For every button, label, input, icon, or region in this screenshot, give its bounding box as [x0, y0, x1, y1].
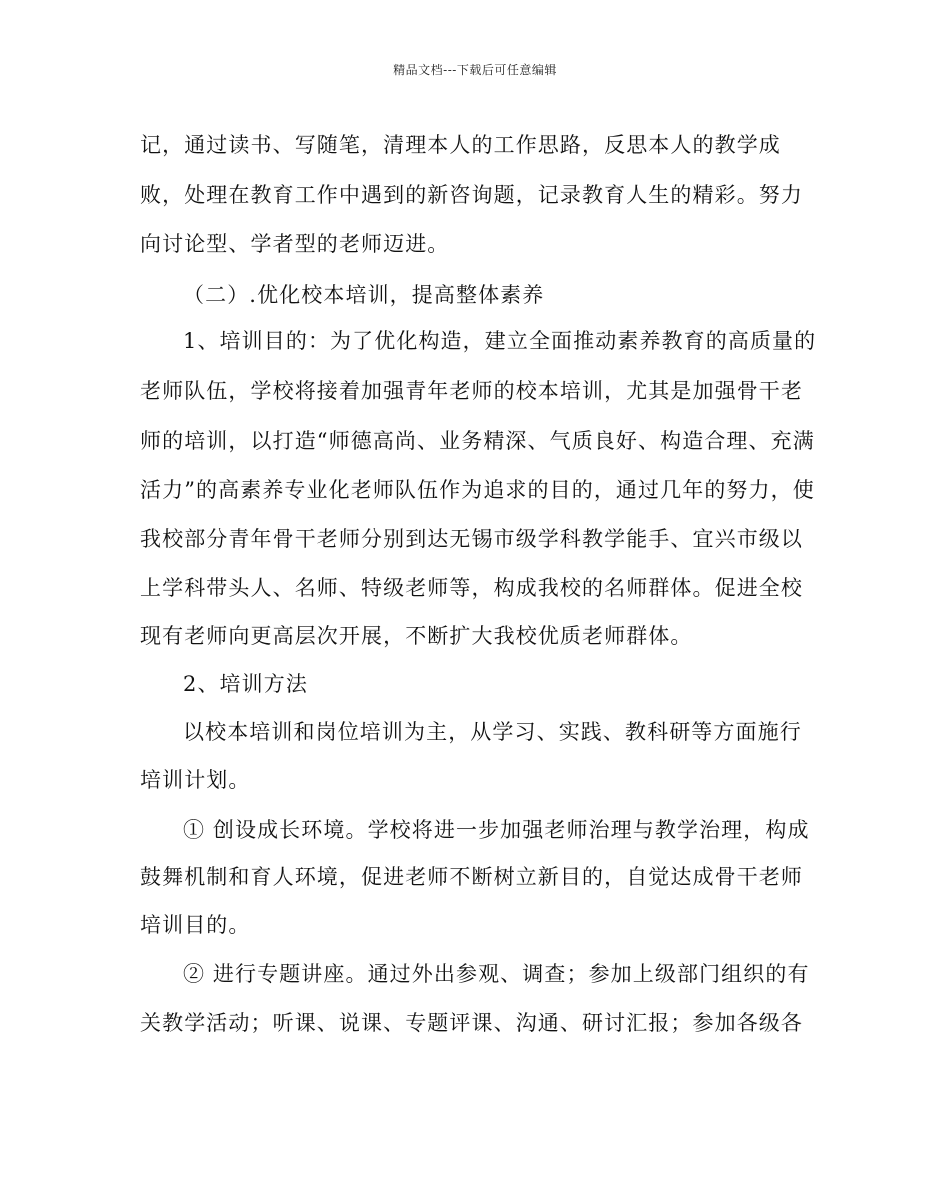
paragraph-line-3: 向讨论型、学者型的老师迈进。	[140, 232, 450, 256]
paragraph-line-16: 鼓舞机制和育人环境，促进老师不断树立新目的，自觉达成骨干老师	[140, 865, 803, 889]
paragraph-line-7: 师的培训，以打造“师德高尚、业务精深、气质良好、构造合理、充满	[140, 429, 815, 453]
page-header: 精品文档---下载后可任意编辑	[393, 63, 557, 77]
paragraph-line-8: 活力”的高素养专业化老师队伍作为追求的目的，通过几年的努力，使	[140, 478, 815, 502]
paragraph-line-14: 培训计划。	[140, 768, 251, 792]
paragraph-line-13: 以校本培训和岗位培训为主，从学习、实践、教科研等方面施行	[183, 720, 802, 744]
paragraph-line-5: 1、培训目的：为了优化构造，建立全面推动素养教育的高质量的	[183, 329, 817, 353]
paragraph-line-2: 败，处理在教育工作中遇到的新咨询题，记录教育人生的精彩。努力	[140, 183, 803, 207]
section-heading: （二）.优化校本培训，提高整体素养	[183, 283, 545, 307]
paragraph-line-6: 老师队伍，学校将接着加强青年老师的校本培训，尤其是加强骨干老	[140, 379, 803, 403]
paragraph-line-18: ② 进行专题讲座。通过外出参观、调查；参加上级部门组织的有	[183, 962, 810, 986]
paragraph-line-10: 上学科带头人、名师、特级老师等，构成我校的名师群体。促进全校	[140, 576, 803, 600]
paragraph-line-11: 现有老师向更高层次开展，不断扩大我校优质老师群体。	[140, 624, 693, 648]
paragraph-line-19: 关教学活动；听课、说课、专题评课、沟通、研讨汇报；参加各级各	[140, 1011, 803, 1035]
paragraph-line-9: 我校部分青年骨干老师分别到达无锡市级学科教学能手、宜兴市级以	[140, 527, 803, 551]
paragraph-line-15: ① 创设成长环境。学校将进一步加强老师治理与教学治理，构成	[183, 818, 810, 842]
paragraph-line-17: 培训目的。	[140, 913, 251, 937]
subheading-method: 2、培训方法	[183, 672, 308, 696]
paragraph-line-1: 记，通过读书、写随笔，清理本人的工作思路，反思本人的教学成	[140, 133, 781, 157]
